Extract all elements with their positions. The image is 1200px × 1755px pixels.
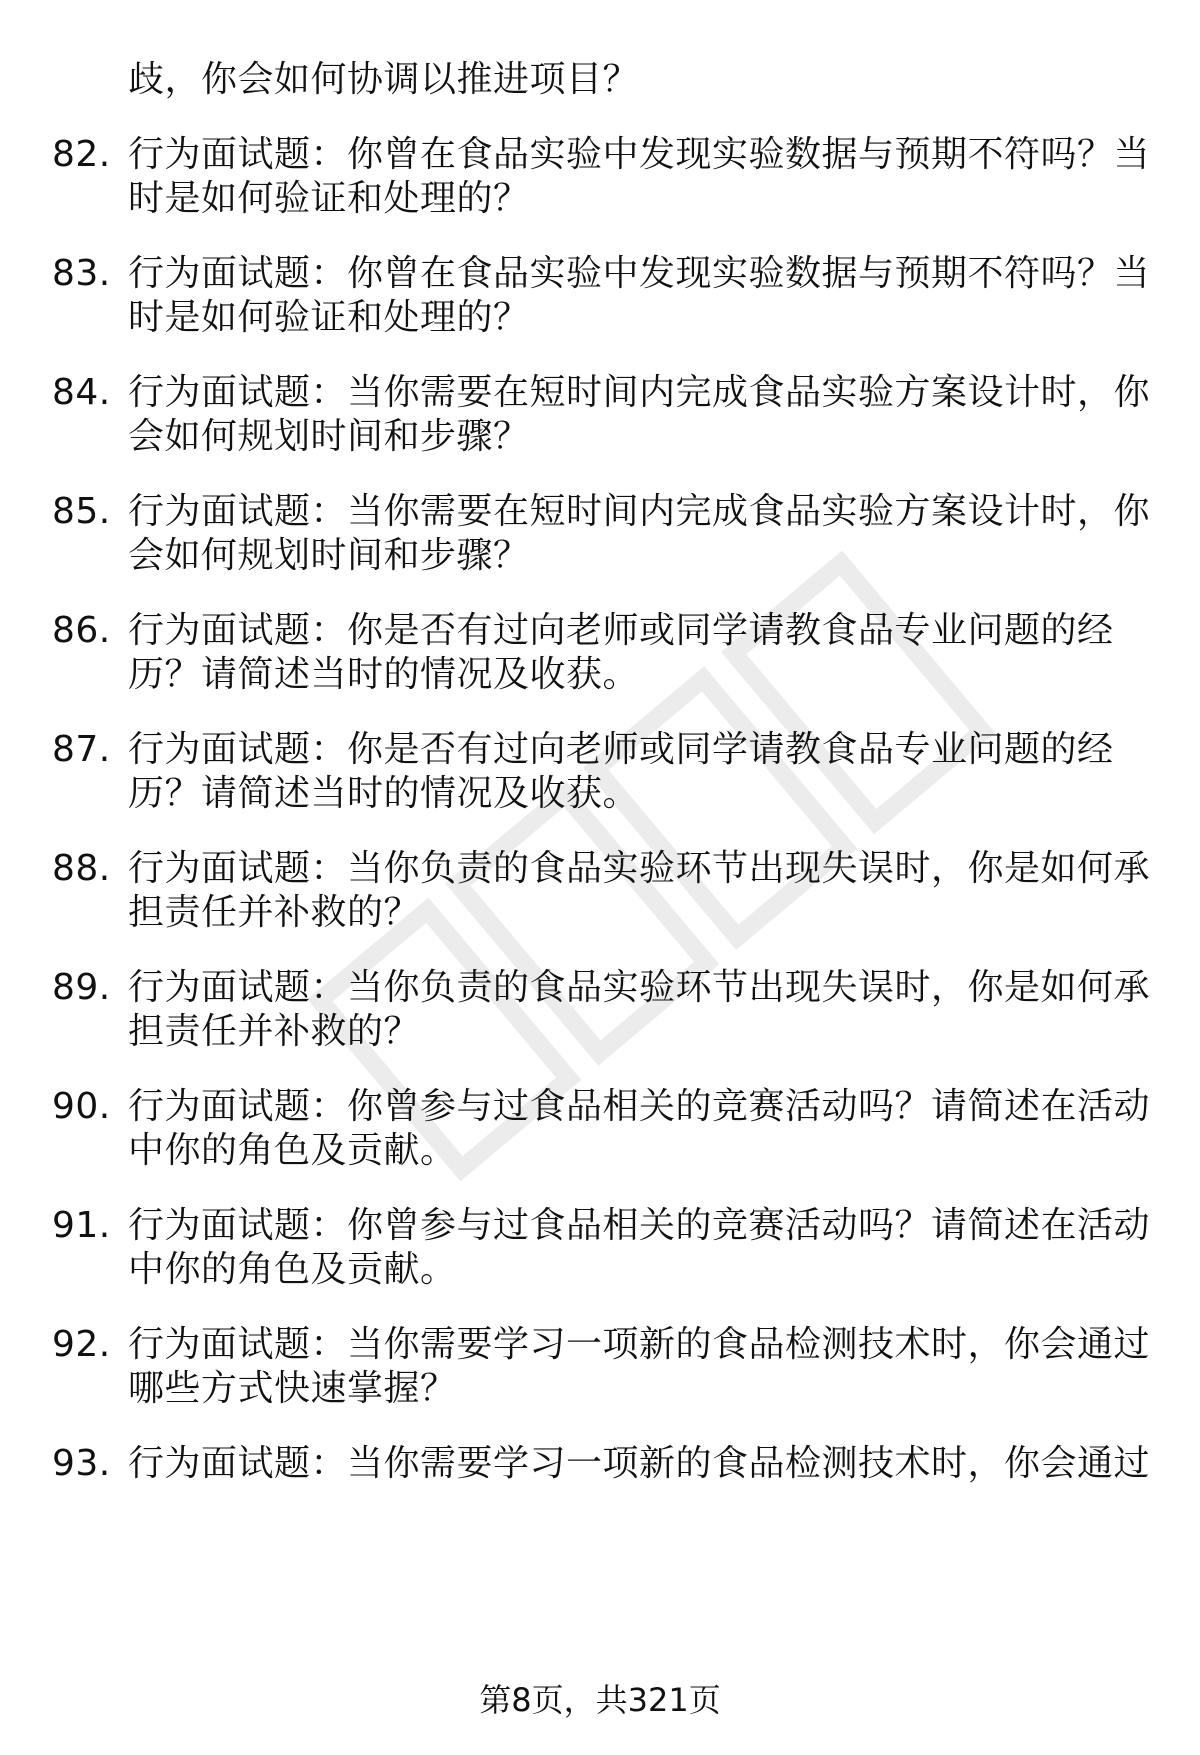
item-text-line1: 行为面试题：你曾参与过食品相关的竞赛活动吗？请简述在活动 (128, 1086, 1151, 1127)
item-number: 89. (52, 967, 111, 1008)
item-text-line1: 行为面试题：当你需要学习一项新的食品检测技术时，你会通过 (128, 1443, 1151, 1484)
item-text-line2: 中你的角色及贡献。 (128, 1249, 457, 1290)
item-number: 85. (52, 491, 111, 532)
item-number: 91. (52, 1205, 111, 1246)
item-number: 92. (52, 1324, 111, 1365)
item-number: 86. (52, 610, 111, 651)
item-text-line1: 行为面试题：当你需要学习一项新的食品检测技术时，你会通过 (128, 1324, 1151, 1365)
item-text-line2: 会如何规划时间和步骤？ (128, 416, 530, 457)
item-text-line1: 行为面试题：你是否有过向老师或同学请教食品专业问题的经 (128, 610, 1114, 651)
item-text-line1: 行为面试题：当你负责的食品实验环节出现失误时，你是如何承 (128, 967, 1151, 1008)
item-text-line2: 时是如何验证和处理的？ (128, 178, 530, 219)
item-text-line1: 行为面试题：当你负责的食品实验环节出现失误时，你是如何承 (128, 848, 1151, 889)
item-text-line2: 历？请简述当时的情况及收获。 (128, 654, 640, 695)
item-text-line1: 行为面试题：当你需要在短时间内完成食品实验方案设计时，你 (128, 491, 1151, 532)
item-number: 88. (52, 848, 111, 889)
item-number: 83. (52, 253, 111, 294)
item-text-line2: 担责任并补救的？ (128, 892, 421, 933)
item-text-line1: 行为面试题：你曾参与过食品相关的竞赛活动吗？请简述在活动 (128, 1205, 1151, 1246)
item-number: 87. (52, 729, 111, 770)
item-number: 93. (52, 1443, 111, 1484)
item-number: 84. (52, 372, 111, 413)
item-text-line1: 行为面试题：你是否有过向老师或同学请教食品专业问题的经 (128, 729, 1114, 770)
item-text-line1: 行为面试题：当你需要在短时间内完成食品实验方案设计时，你 (128, 372, 1151, 413)
item-text-line2: 担责任并补救的？ (128, 1011, 421, 1052)
item-text-line2: 中你的角色及贡献。 (128, 1130, 457, 1171)
item-text-line1: 行为面试题：你曾在食品实验中发现实验数据与预期不符吗？当 (128, 134, 1151, 175)
item-number: 90. (52, 1086, 111, 1127)
item-text-line1: 行为面试题：你曾在食品实验中发现实验数据与预期不符吗？当 (128, 253, 1151, 294)
item-text-line2: 会如何规划时间和步骤？ (128, 535, 530, 576)
item-text-line2: 时是如何验证和处理的？ (128, 297, 530, 338)
item-number: 82. (52, 134, 111, 175)
continuation-text: 歧，你会如何协调以推进项目？ (128, 59, 640, 100)
item-text-line2: 哪些方式快速掌握？ (128, 1368, 457, 1409)
page-footer: 第8页，共321页 (479, 1681, 721, 1719)
item-text-line2: 历？请简述当时的情况及收获。 (128, 773, 640, 814)
